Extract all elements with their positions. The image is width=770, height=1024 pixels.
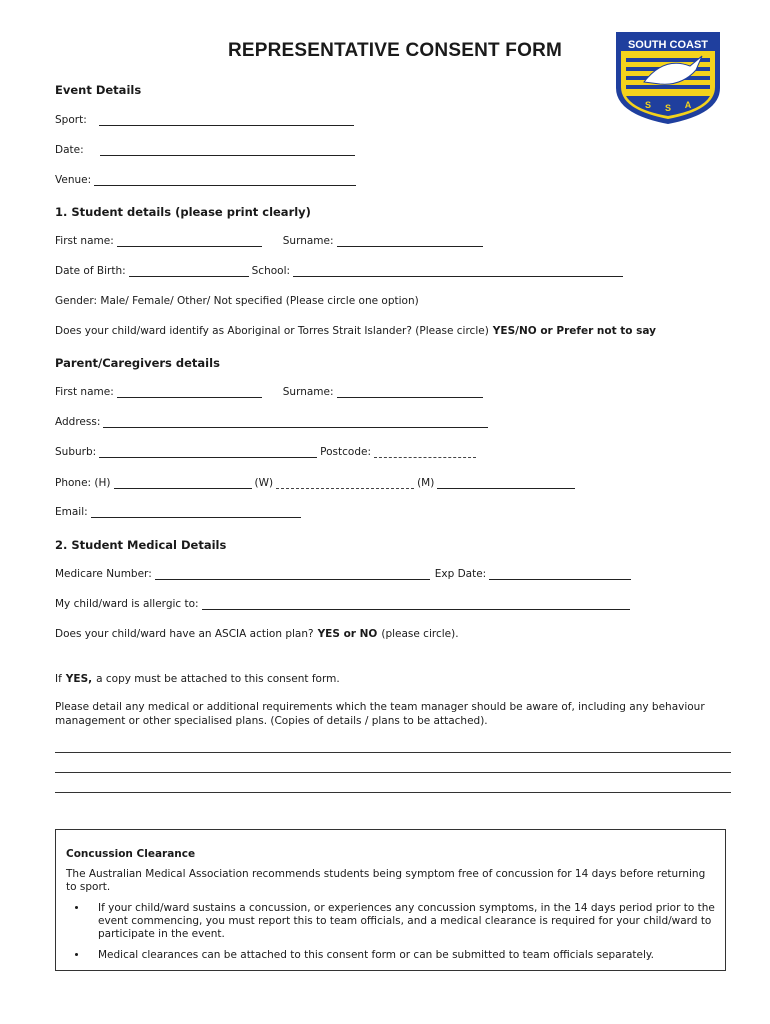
concussion-intro: The Australian Medical Association recommends students being symptom free of concussion for 14 days before returning to sport. — [66, 868, 706, 893]
if-yes-word: YES, — [65, 673, 93, 685]
concussion-bullet-list — [66, 902, 715, 962]
exp-date-label: Exp Date: — [434, 568, 487, 580]
address-row — [55, 416, 491, 428]
logo-letter-3: A — [684, 100, 692, 110]
concussion-heading: Concussion Clearance — [66, 848, 196, 860]
student-details-heading: 1. Student details (please print clearly) — [55, 205, 311, 219]
concussion-clearance-box — [55, 829, 726, 971]
attach-copy-row — [55, 673, 340, 685]
address-line[interactable] — [103, 417, 488, 428]
venue-label: Venue: — [55, 174, 92, 186]
south-coast-ssa-logo — [612, 26, 724, 126]
sport-label: Sport: — [55, 114, 87, 126]
medical-detail-instructions: Please detail any medical or additional requirements which the team manager should be aware of, including any behaviour management or other specialised plans. (Copies of details / plans to be attached). — [55, 701, 705, 727]
medical-details-heading: 2. Student Medical Details — [55, 538, 227, 552]
student-dob-row — [55, 265, 626, 277]
aboriginal-options: YES/NO or Prefer not to say — [492, 325, 657, 337]
phone-mobile-label: (M) — [417, 477, 435, 489]
phone-mobile-line[interactable] — [437, 478, 575, 489]
medicare-label: Medicare Number: — [55, 568, 152, 580]
gender-text: Gender: Male/ Female/ Other/ Not specified (Please circle one option) — [55, 295, 419, 307]
student-first-name-label: First name: — [55, 235, 114, 247]
ascia-question: Does your child/ward have an ASCIA action plan? — [55, 628, 314, 640]
sport-input-line[interactable] — [99, 115, 354, 126]
phone-home-label: Phone: (H) — [55, 477, 111, 489]
concussion-bullet-1: • If your child/ward sustains a concussion, or experiences any concussion symptoms, in the 14 days period prior to the event commencing, you must report this to team officials, and a medical clearance is required for your child/ward to participate in the event. — [88, 902, 715, 941]
suburb-line[interactable] — [99, 447, 317, 458]
suburb-label: Suburb: — [55, 446, 97, 458]
sport-field[interactable] — [55, 114, 357, 126]
allergy-label: My child/ward is allergic to: — [55, 598, 199, 610]
allergy-row — [55, 598, 633, 610]
ascia-options: YES or NO — [317, 628, 378, 640]
phone-home-line[interactable] — [114, 478, 252, 489]
venue-field[interactable] — [55, 174, 359, 186]
postcode-line[interactable] — [374, 447, 476, 458]
dob-label: Date of Birth: — [55, 265, 126, 277]
parent-first-name-line[interactable] — [117, 387, 262, 398]
aboriginal-row — [55, 325, 656, 337]
parent-first-name-label: First name: — [55, 386, 114, 398]
date-input-line[interactable] — [100, 145, 355, 156]
email-line[interactable] — [91, 507, 301, 518]
page-title: REPRESENTATIVE CONSENT FORM — [227, 40, 563, 61]
aboriginal-question: Does your child/ward identify as Aboriginal or Torres Strait Islander? (Please circle) — [55, 325, 489, 337]
email-label: Email: — [55, 506, 88, 518]
student-surname-label: Surname: — [282, 235, 334, 247]
if-word: If — [55, 673, 62, 685]
detail-line-2[interactable] — [55, 772, 731, 773]
student-name-row — [55, 235, 486, 247]
allergy-line[interactable] — [202, 599, 630, 610]
postcode-label: Postcode: — [320, 446, 372, 458]
parent-name-row — [55, 386, 486, 398]
logo-letter-1: S — [644, 100, 652, 110]
address-label: Address: — [55, 416, 101, 428]
ascia-tail: (please circle). — [381, 628, 459, 640]
venue-input-line[interactable] — [94, 175, 356, 186]
detail-line-3[interactable] — [55, 792, 731, 793]
date-field[interactable] — [55, 144, 358, 156]
detail-line-1[interactable] — [55, 752, 731, 753]
logo-letter-2: S — [664, 103, 672, 113]
phone-work-label: (W) — [254, 477, 274, 489]
concussion-bullet-2: • Medical clearances can be attached to this consent form or can be submitted to team officials separately. — [88, 949, 715, 962]
exp-date-line[interactable] — [489, 569, 631, 580]
phone-row — [55, 477, 578, 489]
attach-copy-text: a copy must be attached to this consent form. — [96, 673, 340, 685]
parent-surname-label: Surname: — [282, 386, 334, 398]
phone-work-line[interactable] — [276, 478, 414, 489]
student-first-name-line[interactable] — [117, 236, 262, 247]
medicare-line[interactable] — [155, 569, 430, 580]
email-row — [55, 506, 304, 518]
school-label: School: — [251, 265, 291, 277]
dob-line[interactable] — [129, 266, 249, 277]
school-line[interactable] — [293, 266, 623, 277]
parent-details-heading: Parent/Caregivers details — [55, 356, 220, 370]
date-label: Date: — [55, 144, 84, 156]
logo-top-text: SOUTH COAST — [627, 39, 709, 51]
student-surname-line[interactable] — [337, 236, 483, 247]
event-details-heading: Event Details — [55, 83, 142, 97]
parent-surname-line[interactable] — [337, 387, 483, 398]
suburb-row — [55, 446, 479, 458]
medicare-row — [55, 568, 634, 580]
ascia-row — [55, 628, 459, 640]
